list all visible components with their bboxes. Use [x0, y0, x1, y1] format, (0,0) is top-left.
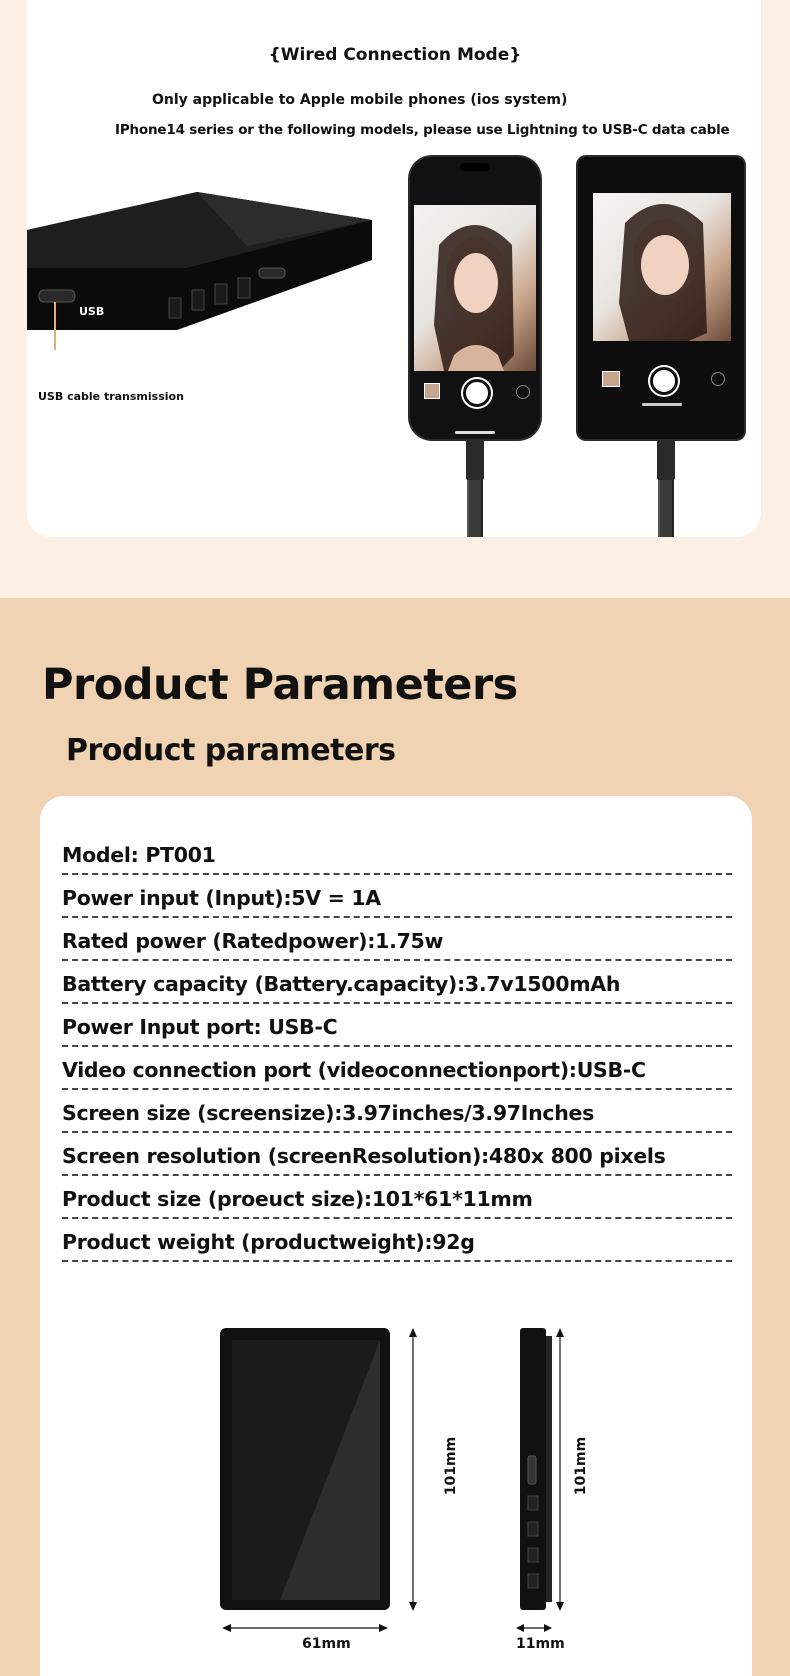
- section-subtitle: Product parameters: [66, 733, 396, 768]
- cable-note: IPhone14 series or the following models, please use Lightning to USB-C data cable: [115, 122, 730, 138]
- param-row-model: [62, 832, 732, 875]
- shutter-button-mirror: [650, 367, 678, 395]
- usb-cable-label: USB cable transmission: [38, 390, 184, 403]
- gallery-thumbnail-mirror: [602, 371, 620, 387]
- flip-camera-icon[interactable]: [516, 385, 530, 399]
- front-view-diagram: [220, 1326, 430, 1666]
- param-row-resolution: [62, 1133, 732, 1176]
- side-height-label: 101mm: [573, 1436, 589, 1496]
- param-text: Video connection port (videoconnectionport):USB-C: [62, 1058, 646, 1082]
- monitor-screen-image: [578, 157, 744, 439]
- param-row-screen-size: [62, 1090, 732, 1133]
- side-width-label: 11mm: [516, 1636, 565, 1652]
- usb-port-label: USB: [79, 305, 105, 318]
- param-text: Power input (Input):5V = 1A: [62, 886, 381, 910]
- param-text: Power Input port: USB-C: [62, 1015, 338, 1039]
- param-text: Battery capacity (Battery.capacity):3.7v1500mAh: [62, 972, 621, 996]
- param-text: Screen resolution (screenResolution):480x 800 pixels: [62, 1144, 666, 1168]
- lightning-connector: [466, 440, 484, 480]
- param-row-input-port: [62, 1004, 732, 1047]
- parameters-card: [40, 796, 752, 1676]
- param-row-power-input: [62, 875, 732, 918]
- shutter-button[interactable]: [463, 379, 491, 407]
- cable-b: [658, 480, 674, 537]
- param-text: Product weight (productweight):92g: [62, 1230, 475, 1254]
- front-height-label: 101mm: [443, 1436, 459, 1496]
- gallery-thumbnail[interactable]: [424, 383, 440, 399]
- dynamic-island: [460, 163, 490, 171]
- usb-c-connector: [657, 440, 675, 480]
- flip-camera-icon-mirror: [711, 372, 725, 386]
- cable-a: [467, 480, 483, 537]
- param-row-video-port: [62, 1047, 732, 1090]
- param-row-rated-power: [62, 918, 732, 961]
- section-title: Product Parameters: [42, 660, 518, 710]
- param-row-weight: [62, 1219, 732, 1262]
- side-view-diagram: [510, 1326, 590, 1666]
- param-row-battery: [62, 961, 732, 1004]
- compatibility-note: Only applicable to Apple mobile phones (ios system): [152, 92, 568, 108]
- param-text: Rated power (Ratedpower):1.75w: [62, 929, 444, 953]
- iphone-image: [410, 157, 540, 439]
- mirrored-preview: [593, 193, 731, 341]
- param-text: Model: PT001: [62, 843, 216, 867]
- camera-preview: [414, 205, 536, 371]
- portrait-photo-mirror: [593, 193, 731, 341]
- home-indicator: [455, 431, 495, 434]
- param-row-product-size: [62, 1176, 732, 1219]
- param-text: Screen size (screensize):3.97inches/3.97Inches: [62, 1101, 595, 1125]
- home-indicator-mirror: [642, 403, 682, 406]
- portrait-photo: [414, 205, 536, 371]
- param-text: Product size (proeuct size):101*61*11mm: [62, 1187, 533, 1211]
- monitor-device-image: [27, 190, 377, 350]
- front-width-label: 61mm: [302, 1636, 351, 1652]
- connection-mode-title: {Wired Connection Mode}: [268, 45, 522, 65]
